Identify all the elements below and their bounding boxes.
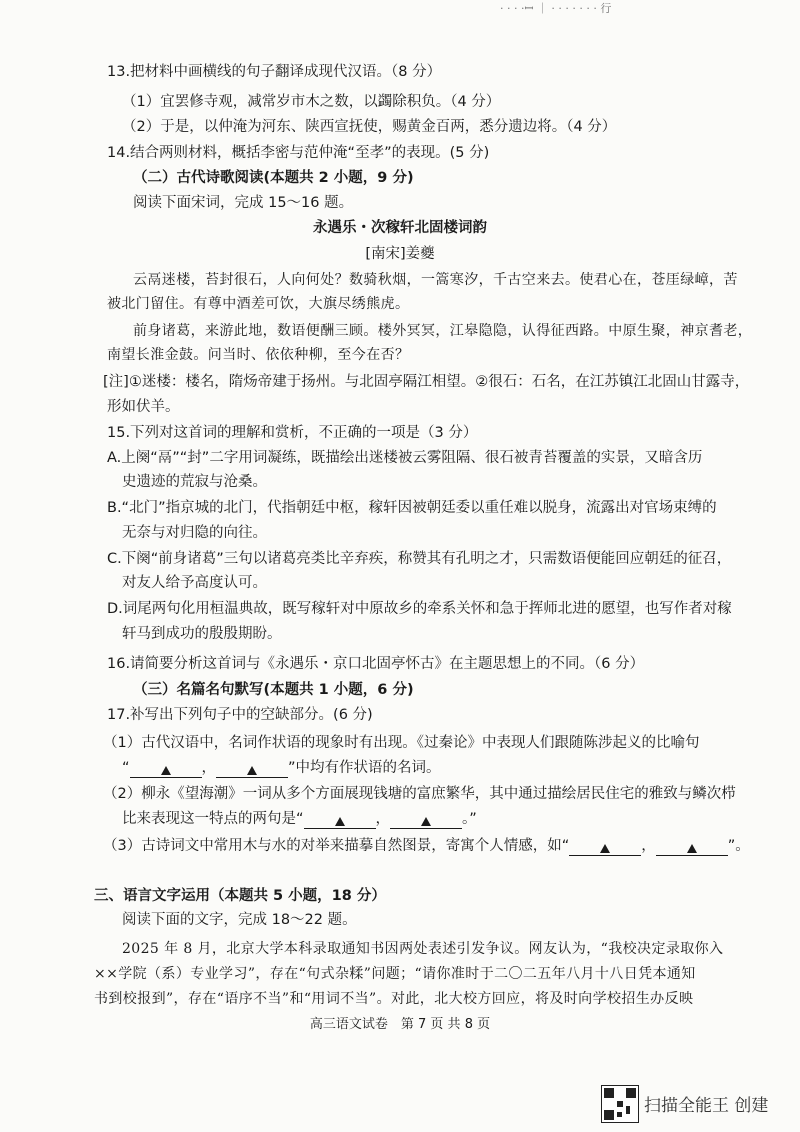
question-17-2-line-1: （2）柳永《望海潮》一词从多个方面展现钱塘的富庶繁华，其中通过描绘居民住宅的雅致与鳞次栉 (103, 786, 736, 802)
section-2-intro: 阅读下面宋词，完成 15～16 题。 (133, 195, 354, 211)
answer-blank-1[interactable] (130, 761, 202, 778)
poem-title: 永遇乐・次稼轩北固楼词韵 (313, 220, 487, 236)
section-2-heading: （二）古代诗歌阅读(本题共 2 小题，9 分) (133, 170, 414, 186)
poem-line-2: 被北门留住。有尊中酒差可饮，大旗尽绣熊虎。 (107, 296, 410, 312)
option-a-line-2: 史遗迹的荒寂与沧桑。 (122, 474, 267, 490)
passage-line-2: ××学院（系）专业学习”，存在“句式杂糅”问题；“请你准时于二〇二五年八月十八日凭本通知 (94, 966, 696, 982)
question-17-2-lead: 比来表现这一特点的两句是“ (122, 811, 304, 827)
question-13-1: （1）宜罢修寺观，减常岁市木之数，以蠲除积负。（4 分） (122, 94, 501, 110)
section-3-heading: （三）名篇名句默写(本题共 1 小题，6 分) (133, 682, 414, 698)
triangle-icon (247, 766, 257, 775)
question-17-1-line-2 (122, 758, 441, 778)
option-c-line-2: 对友人给予高度认可。 (122, 575, 267, 591)
option-b-line-1: B.“北门”指京城的北门，代指朝廷中枢，稼轩因被朝廷委以重任难以脱身，流露出对官场束缚的 (107, 500, 717, 516)
part-3-heading: 三、语言文字运用（本题共 5 小题，18 分） (94, 888, 386, 904)
top-edge-fragment: · · · ·ꟷ ｜ · · · · · · · 行 (500, 2, 612, 15)
option-b-line-2: 无奈与对归隐的向往。 (122, 525, 267, 541)
poem-line-3: 前身诸葛，来游此地，数语便酬三顾。楼外冥冥，江皋隐隐，认得征西路。中原生聚，神京耆老， (133, 323, 753, 339)
question-17: 17.补写出下列句子中的空缺部分。(6 分) (107, 707, 373, 723)
option-a-line-1: A.上阕“鬲”“封”二字用词凝练，既描绘出迷楼被云雾阻隔、很石被青苔覆盖的实景，又暗含历 (107, 450, 703, 466)
triangle-icon (421, 817, 431, 826)
answer-blank-3[interactable] (304, 812, 376, 829)
option-d-line-1: D.词尾两句化用桓温典故，既写稼轩对中原故乡的牵系关怀和急于挥师北进的愿望，也写作者对稼 (107, 601, 732, 617)
passage-line-1: 2025 年 8 月，北京大学本科录取通知书因两处表述引发争议。网友认为，“我校决定录取你入 (122, 941, 724, 957)
triangle-icon (600, 844, 610, 853)
answer-blank-6[interactable] (656, 839, 728, 856)
note-line-2: 形如伏羊。 (107, 399, 180, 415)
question-17-3 (103, 836, 750, 856)
option-d-line-2: 轩马到成功的殷殷期盼。 (122, 626, 282, 642)
answer-blank-2[interactable] (216, 761, 288, 778)
question-15: 15.下列对这首词的理解和赏析，不正确的一项是（3 分） (107, 425, 478, 441)
poem-author: [南宋]姜夔 (365, 246, 435, 262)
triangle-icon (687, 844, 697, 853)
question-17-3-tail: ”。 (727, 838, 750, 854)
passage-line-3: 书到校报到”，存在“语序不当”和“用词不当”。对此，北大校方回应，将及时向学校招生办反映 (94, 991, 694, 1007)
part-3-intro: 阅读下面的文字，完成 18～22 题。 (122, 912, 357, 928)
option-c-line-1: C.下阕“前身诸葛”三句以诸葛亮类比辛弃疾，称赞其有孔明之才，只需数语便能回应朝廷的征召， (107, 551, 732, 567)
question-17-1-tail: ”中均有作状语的名词。 (288, 760, 441, 776)
question-14: 14.结合两则材料，概括李密与范仲淹“至孝”的表现。(5 分) (107, 145, 490, 161)
answer-blank-4[interactable] (390, 812, 462, 829)
answer-blank-5[interactable] (569, 839, 641, 856)
scanner-watermark: 扫描全能王 创建 (644, 1096, 769, 1116)
quote-open: “ (122, 760, 130, 776)
comma: ， (641, 838, 656, 854)
comma: ， (201, 760, 217, 776)
poem-line-1: 云鬲迷楼，苔封很石，人向何处？数骑秋烟，一篙寒汐，千古空来去。使君心在，苍厓绿嶂，苦 (133, 272, 738, 288)
question-17-1-line-1: （1）古代汉语中，名词作状语的现象时有出现。《过秦论》中表现人们跟随陈涉起义的比喻句 (103, 735, 700, 751)
question-17-2-tail: 。” (462, 811, 477, 827)
qr-code-icon (601, 1085, 639, 1123)
note-line-1: [注]①迷楼：楼名，隋炀帝建于扬州。与北固亭隔江相望。②很石：石名，在江苏镇江北固山甘露寺， (103, 374, 750, 390)
page-footer: 高三语文试卷 第 7 页 共 8 页 (309, 1017, 491, 1032)
triangle-icon (161, 766, 171, 775)
question-17-3-lead: （3）古诗词文中常用木与水的对举来描摹自然图景，寄寓个人情感，如“ (103, 838, 570, 854)
question-13-2: （2）于是，以仲淹为河东、陕西宣抚使，赐黄金百两，悉分遗边将。（4 分） (122, 119, 617, 135)
triangle-icon (335, 817, 345, 826)
comma: ， (375, 811, 391, 827)
question-17-2-line-2 (122, 809, 477, 829)
poem-line-4: 南望长淮金鼓。问当时、依依种柳，至今在否？ (107, 347, 410, 363)
question-13: 13.把材料中画横线的句子翻译成现代汉语。（8 分） (107, 64, 442, 80)
question-16: 16.请简要分析这首词与《永遇乐・京口北固亭怀古》在主题思想上的不同。（6 分） (107, 656, 645, 672)
